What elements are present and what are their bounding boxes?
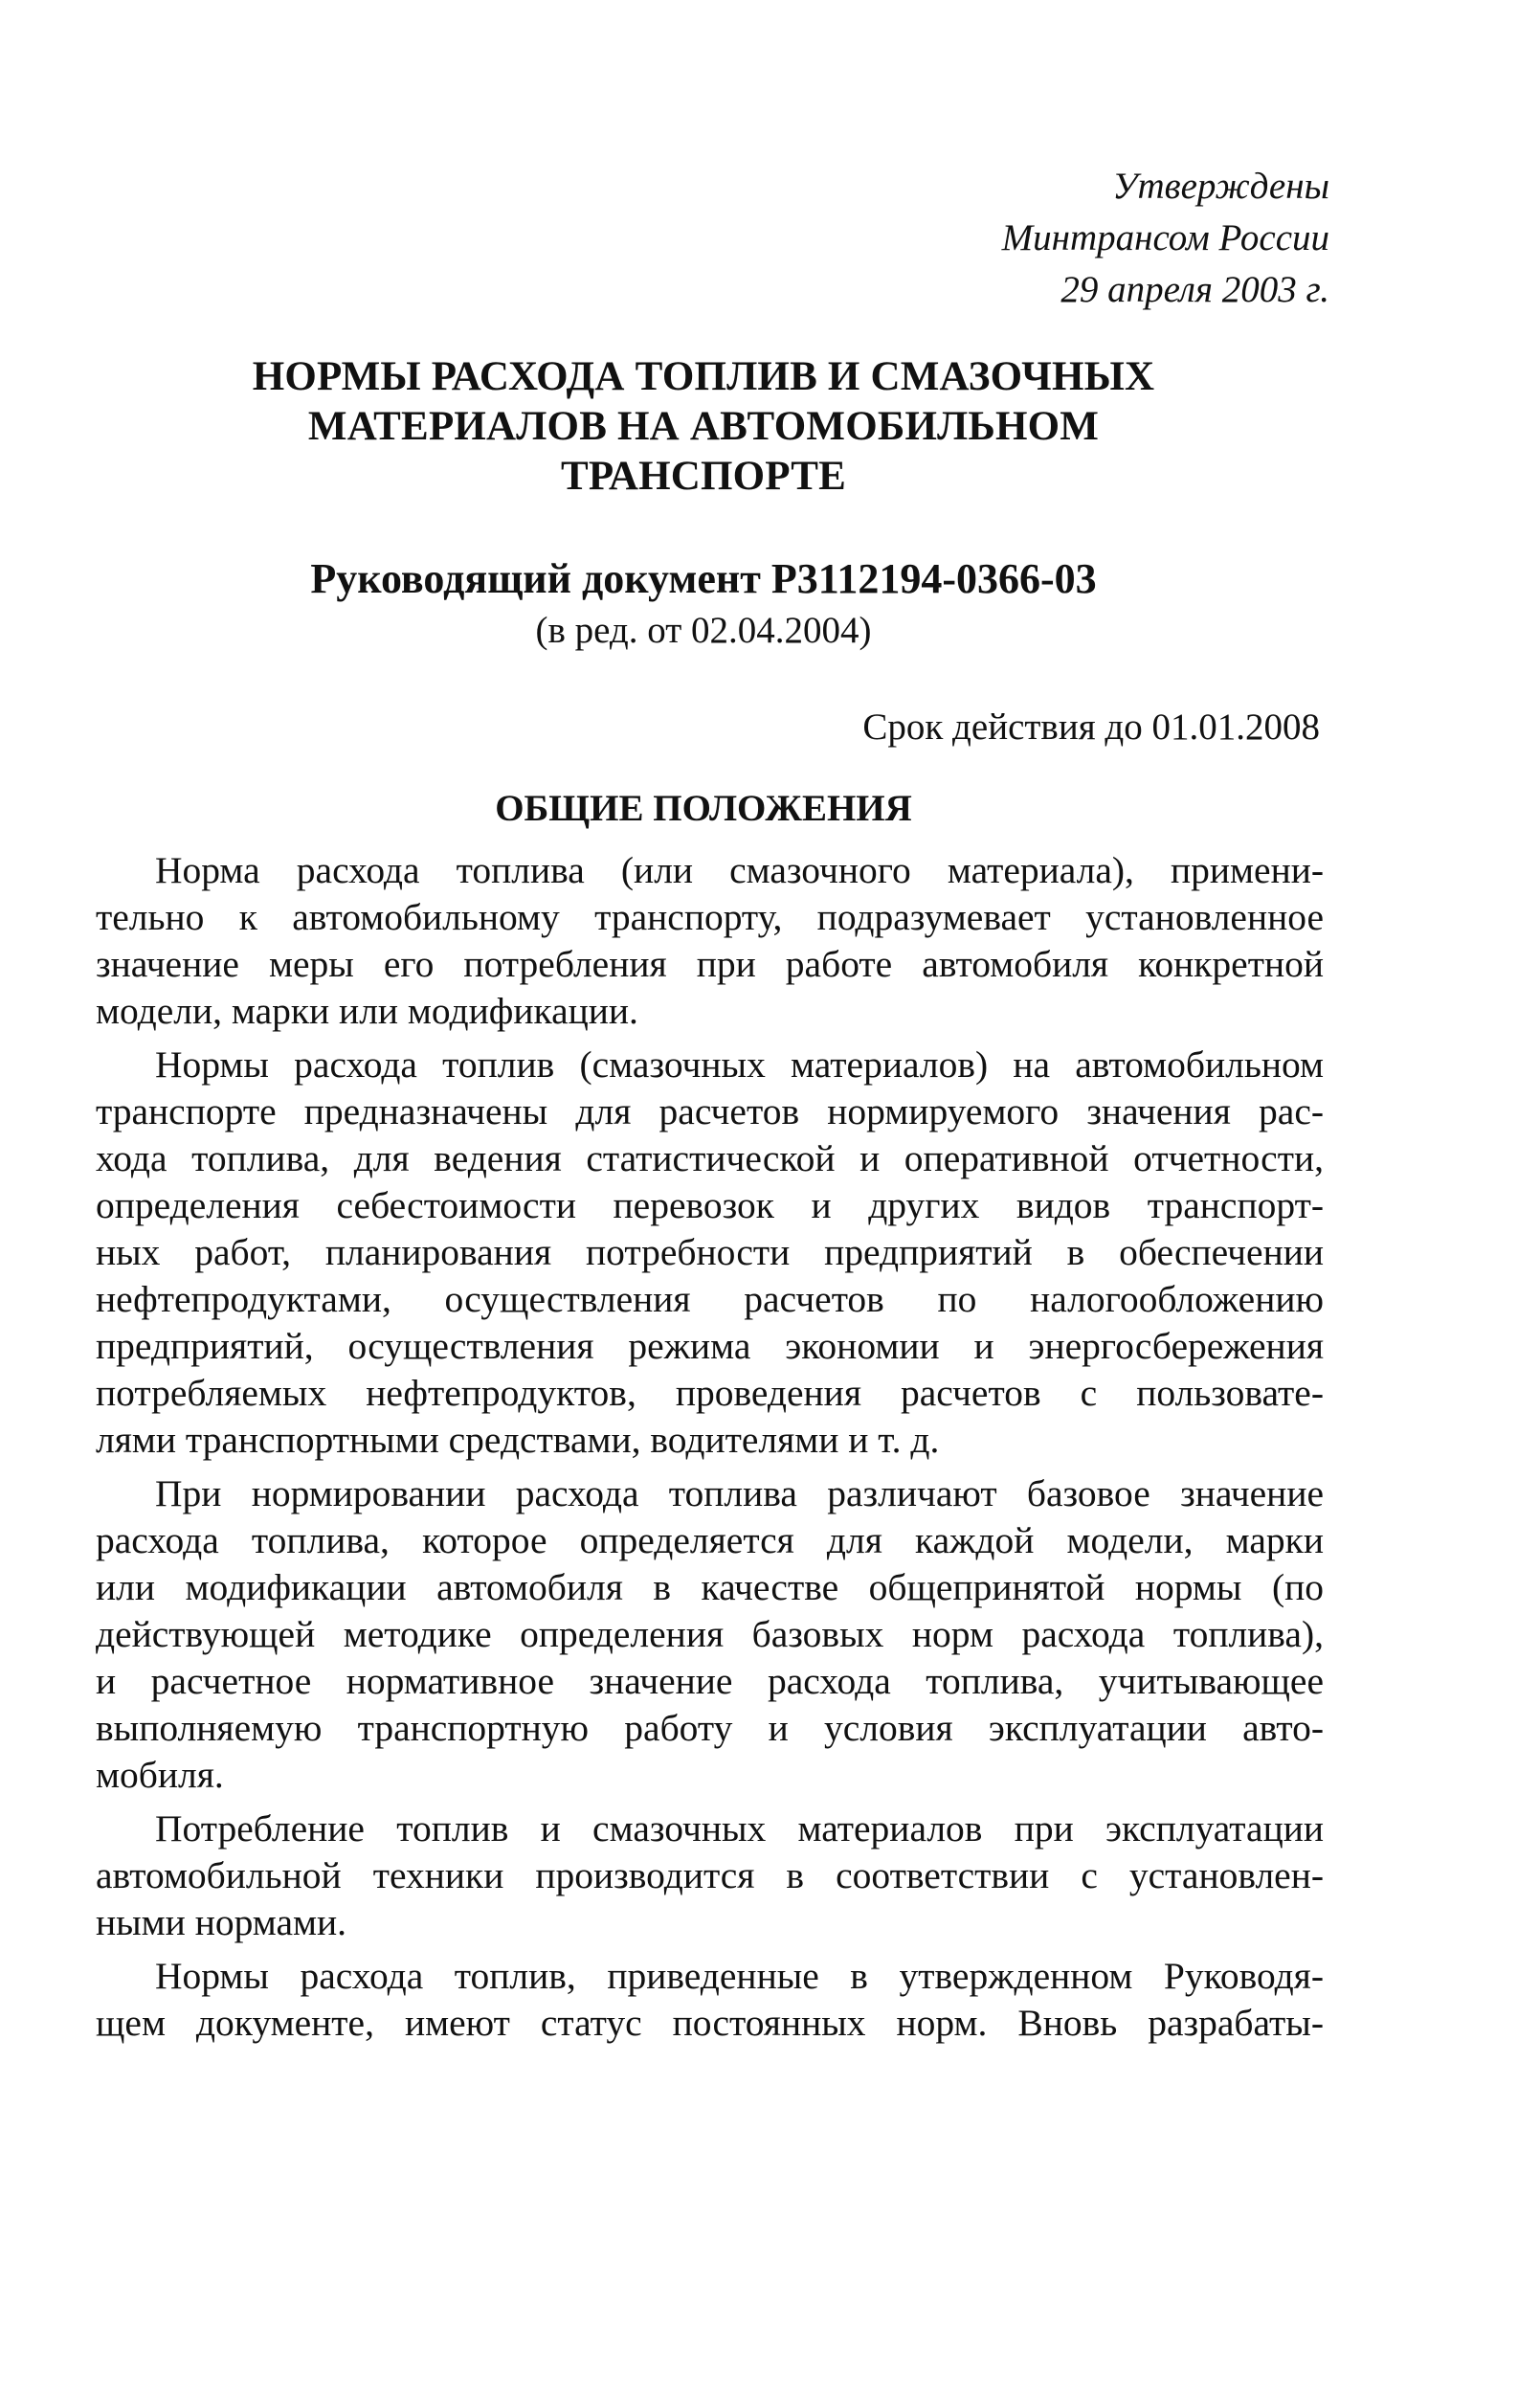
approval-line: Минтрансом России	[1001, 217, 1329, 258]
text-line: мобиля.	[96, 1754, 224, 1796]
section-heading: ОБЩИЕ ПОЛОЖЕНИЯ	[495, 788, 912, 829]
text-line: ных работ, планирования потребности предприятий в обеспечении	[96, 1231, 1324, 1273]
text-line: Потребление топлив и смазочных материалов при эксплуатации	[155, 1807, 1324, 1850]
paragraph	[96, 1042, 1324, 1464]
text-line: предприятий, осуществления режима экономии и энергосбережения	[96, 1325, 1324, 1367]
text-line: модели, марки или модификации.	[96, 990, 638, 1032]
text-line: определения себестоимости перевозок и других видов транспорт-	[96, 1184, 1324, 1226]
body-text	[96, 847, 1324, 2053]
text-line: хода топлива, для ведения статистической и оперативной отчетности,	[96, 1137, 1324, 1179]
paragraph	[96, 1805, 1324, 1946]
text-line: значение меры его потребления при работе автомобиля конкретной	[96, 943, 1324, 985]
text-line: автомобильной техники производится в соответствии с установлен-	[96, 1854, 1324, 1896]
text-line: или модификации автомобиля в качестве общепринятой нормы (по	[96, 1566, 1324, 1608]
text-line: действующей методике определения базовых норм расхода топлива),	[96, 1613, 1324, 1655]
text-line: тельно к автомобильному транспорту, подразумевает установленное	[96, 896, 1324, 938]
text-line: щем документе, имеют статус постоянных норм. Вновь разрабаты-	[96, 2002, 1324, 2044]
text-line: потребляемых нефтепродуктов, проведения расчетов с пользовате-	[96, 1372, 1324, 1414]
text-line: транспорте предназначены для расчетов нормируемого значения рас-	[96, 1090, 1324, 1132]
revision-note: (в ред. от 02.04.2004)	[535, 610, 872, 651]
text-line: лями транспортными средствами, водителями и т. д.	[96, 1419, 940, 1461]
text-line: расхода топлива, которое определяется для каждой модели, марки	[96, 1519, 1324, 1561]
text-line: выполняемую транспортную работу и условия эксплуатации авто-	[96, 1707, 1324, 1749]
title-line: МАТЕРИАЛОВ НА АВТОМОБИЛЬНОМ	[307, 404, 1100, 449]
document-title	[153, 352, 1254, 502]
approval-block	[1002, 161, 1329, 316]
text-line: Нормы расхода топлив (смазочных материалов) на автомобильном	[155, 1043, 1324, 1086]
title-line: НОРМЫ РАСХОДА ТОПЛИВ И СМАЗОЧНЫХ	[252, 354, 1155, 399]
text-line: ными нормами.	[96, 1901, 346, 1943]
text-line: и расчетное нормативное значение расхода топлива, учитывающее	[96, 1660, 1324, 1702]
approval-line: Утверждены	[1112, 166, 1329, 207]
text-line: Нормы расхода топлив, приведенные в утвержденном Руководя-	[155, 1955, 1324, 1997]
text-line: нефтепродуктами, осуществления расчетов по налогообложению	[96, 1278, 1324, 1320]
title-line: ТРАНСПОРТЕ	[560, 454, 847, 499]
text-line: Норма расхода топлива (или смазочного материала), примени-	[155, 849, 1324, 891]
text-line: При нормировании расхода топлива различают базовое значение	[155, 1472, 1324, 1514]
paragraph	[96, 1953, 1324, 2047]
paragraph	[96, 847, 1324, 1035]
paragraph	[96, 1470, 1324, 1799]
validity-period: Срок действия до 01.01.2008	[862, 706, 1320, 748]
approval-line: 29 апреля 2003 г.	[1060, 269, 1329, 310]
document-code: Руководящий документ Р3112194-0366-03	[310, 555, 1097, 602]
